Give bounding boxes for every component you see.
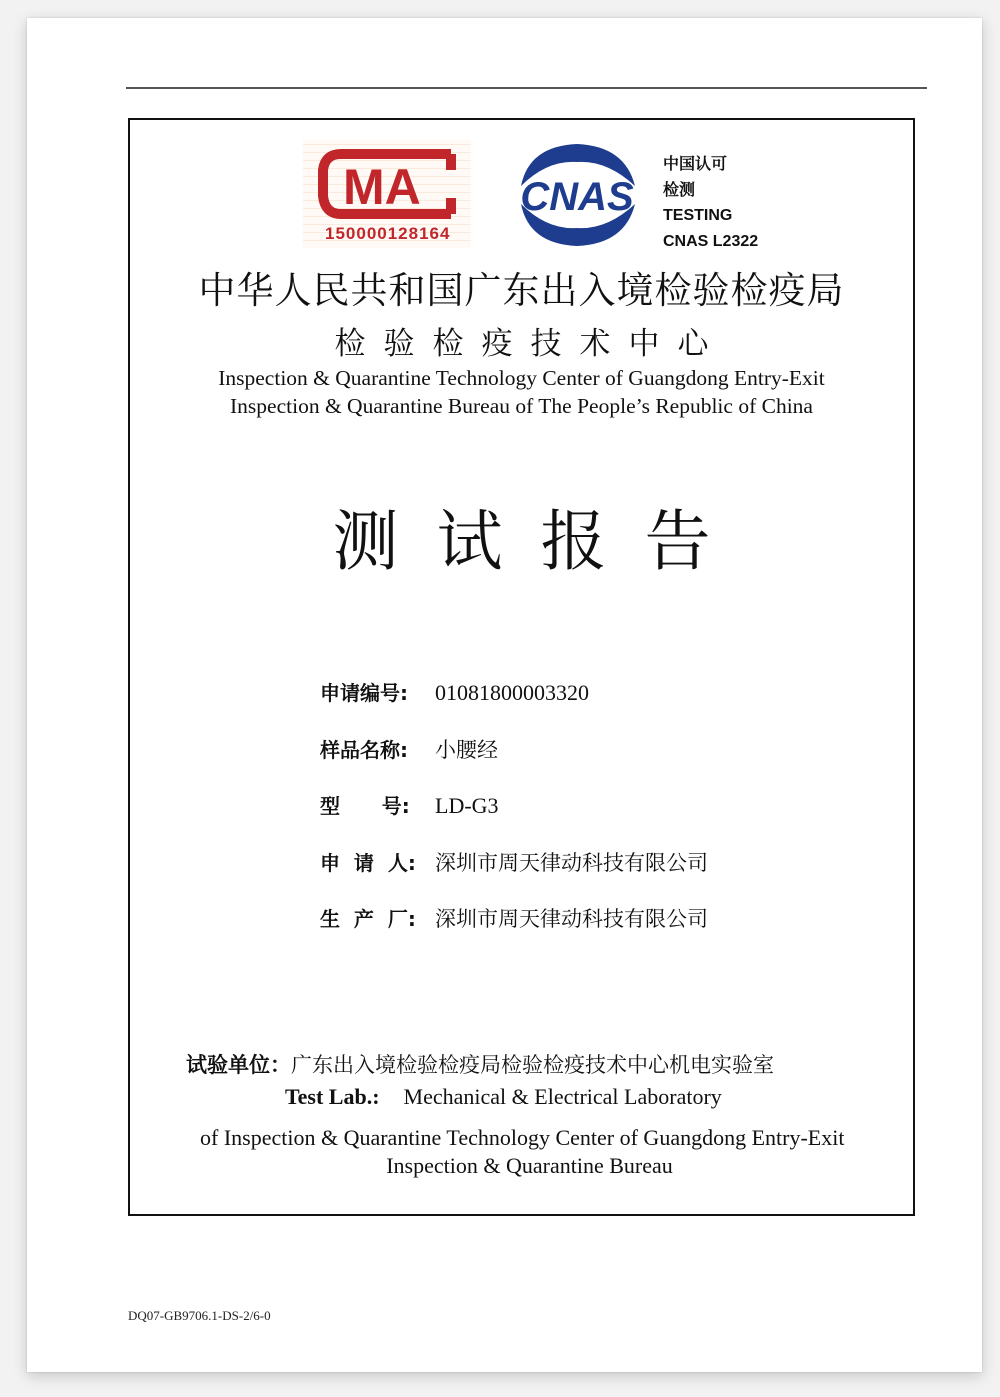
cma-logo [303,140,471,248]
field-applicant [320,847,708,904]
field-manufacturer [320,903,708,960]
center-name-cn: 检验检疫技术中心 [334,326,727,362]
field-application-number [320,677,708,734]
document-code: DQ07-GB9706.1-DS-2/6-0 [128,1308,271,1323]
cnas-caption-line: 检测 [663,181,696,199]
test-lab-cn [186,1049,774,1079]
svg-text:CNAS: CNAS [520,175,634,219]
field-label: 申 请 人: [320,850,416,875]
cma-number: 150000128164 [325,224,451,243]
report-fields [320,677,708,960]
svg-text:MA: MA [343,159,421,215]
cnas-caption-line: CNAS L2322 [663,232,759,250]
test-lab-en-line-2: of Inspection & Quarantine Technology Center of Guangdong Entry-Exit [200,1125,845,1150]
logo-bar [303,140,783,255]
field-value: 深圳市周天律动科技有限公司 [435,907,708,931]
header-rule [126,87,927,89]
field-label: 型 号: [320,794,410,818]
field-label: 生 产 厂: [320,907,416,931]
cma-mark-icon [303,140,471,230]
organization-name-en-line: Inspection & Quarantine Bureau of The People’s Republic of China [230,394,813,418]
cnas-caption-line: TESTING [663,207,733,224]
field-value: 小腰经 [435,737,498,762]
organization-name-en-line: Inspection & Quarantine Technology Center of Guangdong Entry-Exit [218,366,825,390]
test-lab-value-en: Mechanical & Electrical Laboratory [403,1084,722,1109]
document-page [27,18,982,1372]
organization-name-en [130,364,913,420]
field-model [320,790,708,847]
cnas-logo [507,140,647,248]
cnas-mark-icon [507,140,647,248]
field-value: 深圳市周天律动科技有限公司 [435,850,708,875]
test-lab-value-cn: 广东出入境检验检疫局检验检疫技术中心机电实验室 [291,1053,774,1077]
field-label: 样品名称: [320,737,408,762]
cnas-caption [663,152,758,254]
cover-frame [128,118,915,1216]
test-lab-label-cn: 试验单位： [186,1053,291,1077]
field-label: 申请编号: [320,681,408,705]
test-lab-label-en: Test Lab.: [285,1084,380,1109]
field-sample-name [320,734,708,791]
test-lab-en [285,1084,722,1110]
cnas-caption-line: 中国认可 [663,156,728,173]
organization-name-cn: 中华人民共和国广东出入境检验检疫局 [198,269,845,312]
field-value: 01081800003320 [435,680,589,705]
test-lab-en-line-3: Inspection & Quarantine Bureau [386,1153,673,1178]
field-value: LD-G3 [435,793,499,818]
report-title: 测试报告 [332,503,749,580]
